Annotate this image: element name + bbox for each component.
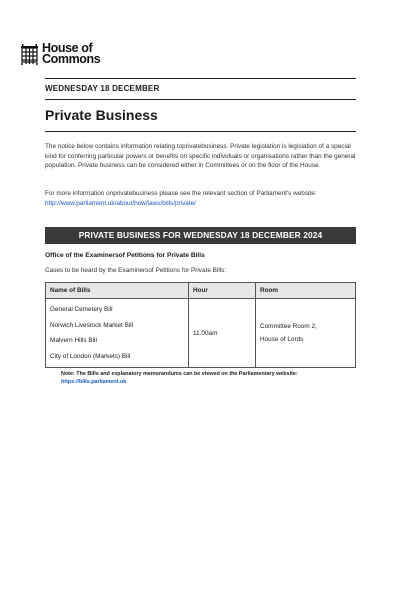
office-heading: Office of the Examinersof Petitions for Private Bills xyxy=(45,252,205,259)
top-rule xyxy=(45,78,356,79)
parliament-private-bills-link[interactable]: http://www.parliament.uk/about/how/laws/bills/private/ xyxy=(45,199,196,207)
page-title: Private Business xyxy=(45,107,158,123)
portcullis-icon xyxy=(20,44,39,66)
note xyxy=(61,371,298,386)
bill-name: General Cemetery Bill xyxy=(50,306,113,313)
cases-text: Cases to be heard by the Examinersof Petitions for Private Bills: xyxy=(45,267,227,274)
bill-name: Norwich Livestock Market Bill xyxy=(50,321,134,329)
house-of-commons-logo xyxy=(20,43,100,66)
note-text: Note: The Bills and explanatory memorandums can be viewed on the Parliamentary website: xyxy=(61,371,298,377)
room-line: Committee Room 2, xyxy=(260,323,317,330)
date-heading: WEDNESDAY 18 DECEMBER xyxy=(45,84,160,93)
section-banner: PRIVATE BUSINESS FOR WEDNESDAY 18 DECEMBER 2024 xyxy=(45,227,356,244)
logo-line-1: House of xyxy=(42,41,93,55)
logo-text xyxy=(42,43,100,65)
logo-line-2: Commons xyxy=(42,52,101,66)
title-rule xyxy=(45,131,356,132)
table-row xyxy=(46,299,356,368)
column-header-room: Room xyxy=(256,283,356,299)
intro-paragraph: The notice below contains information relating toprivatebusiness. Private legislation is legislation of a special kind for conferring particular powers or benefits on specific individuals or organisations rather than the general population. Private business can be considered either in Committees or on the floor of the House. xyxy=(45,143,356,170)
bills-website-link[interactable]: https://bills.parliament.uk xyxy=(61,378,127,385)
date-rule xyxy=(45,99,356,100)
column-header-name: Name of Bills xyxy=(46,283,189,299)
bill-name: City of London (Markets) Bill xyxy=(50,352,131,360)
hour-cell: 11.00am xyxy=(189,299,256,368)
info-paragraph xyxy=(45,189,360,208)
bill-name: Malvern Hills Bill xyxy=(50,337,97,344)
info-text: For more information onprivatebusiness please see the relevant section of Parliament's website: xyxy=(45,190,317,197)
column-header-hour: Hour xyxy=(189,283,256,299)
table-header-row xyxy=(46,283,356,299)
bills-table xyxy=(45,282,356,368)
room-cell xyxy=(256,299,356,368)
room-line: House of Lords xyxy=(260,336,304,343)
bills-cell xyxy=(46,299,189,368)
